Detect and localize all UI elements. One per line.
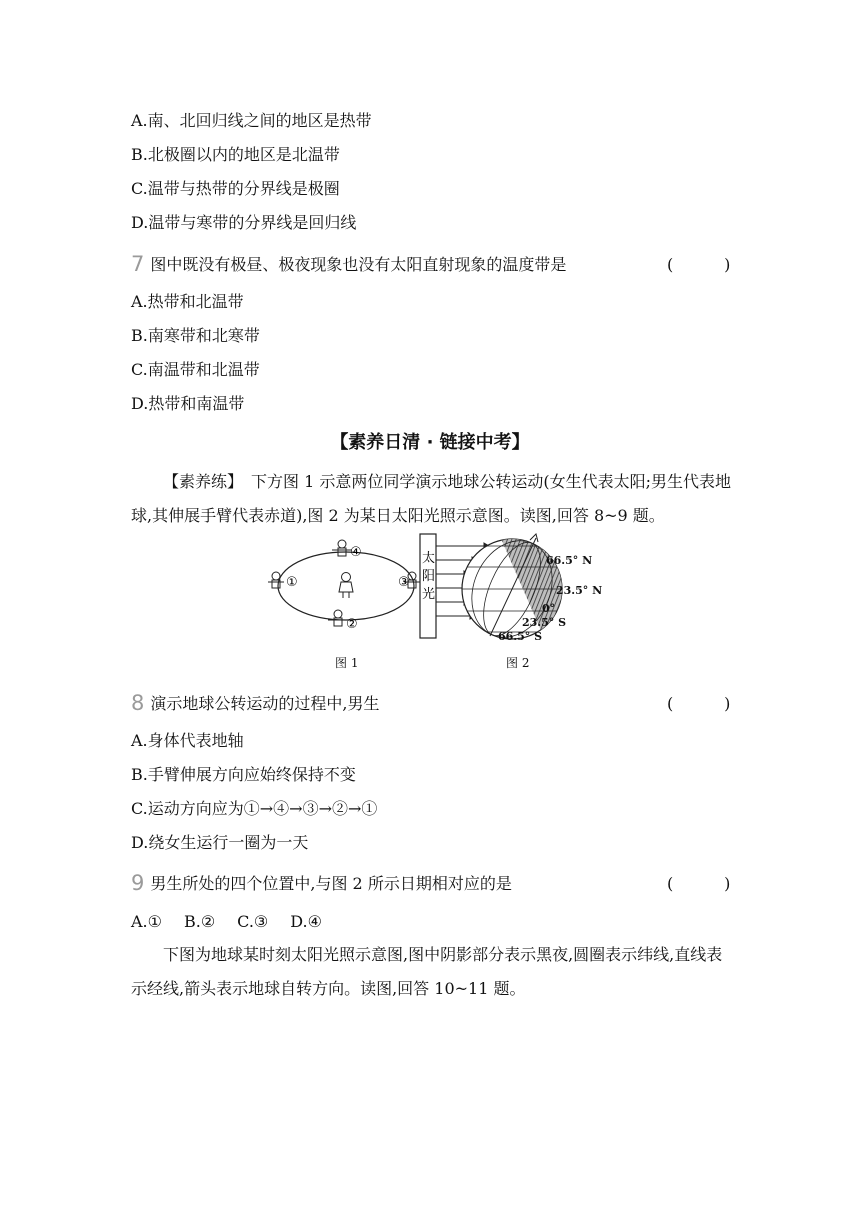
figure-2-caption: 图 2 [506,656,530,670]
q6-option-c: C.温带与热带的分界线是极圈 [131,179,340,198]
q9-answer-paren: ( ) [667,874,731,893]
q6-option-b: B.北极圈以内的地区是北温带 [131,145,340,164]
q9-options [131,912,344,932]
q8-option-a: A.身体代表地轴 [131,731,244,750]
q7-number: 7 [131,252,145,276]
girl-figure [339,573,353,599]
q7-answer-paren: ( ) [667,255,731,274]
sun-char-1: 太 [422,551,436,566]
q6-option-d: D.温带与寒带的分界线是回归线 [131,213,357,232]
fig1-label-3: ③ [398,575,410,590]
sunlight-box [420,534,436,638]
q9-option-b: B.② [183,912,216,931]
q7-option-a: A.热带和北温带 [131,292,244,311]
q9-number: 9 [131,871,145,895]
lat-label-23n: 23.5° N [556,584,603,597]
q9-stem-line [131,872,512,895]
boy-figure-4 [332,540,352,556]
intro-8-9: 【素养练】 下方图 1 示意两位同学演示地球公转运动(女生代表太阳;男生代表地球,其伸展手臂代表赤道),图 2 为某日太阳光照示意图。读图,回答 8~9 题。 [131,472,731,525]
q6-option-a: A.南、北回归线之间的地区是热带 [131,111,372,130]
q7-option-d: D.热带和南温带 [131,394,245,413]
q8-option-c: C.运动方向应为①→④→③→②→① [131,799,378,818]
q9-stem: 男生所处的四个位置中,与图 2 所示日期相对应的是 [150,874,512,893]
q8-stem-line [131,692,379,715]
q8-answer-paren: ( ) [667,694,731,713]
lat-label-eq: 0° [542,602,556,615]
lat-label-66n: 66.5° N [546,554,593,567]
intro-10-11: 下图为地球某时刻太阳光照示意图,图中阴影部分表示黑夜,圆圈表示纬线,直线表示经线,箭头表示地球自转方向。读图,回答 10~11 题。 [131,945,723,998]
q9-option-d: D.④ [290,912,322,931]
q9-option-a: A.① [131,912,162,931]
lat-label-23s: 23.5° S [522,616,567,629]
q9-option-c: C.③ [237,912,269,931]
sun-char-2: 阳 [422,569,436,584]
q8-stem: 演示地球公转运动的过程中,男生 [150,694,380,713]
fig1-label-1: ① [286,575,298,590]
figure-2-sunlight-diagram [418,532,618,644]
figure-1-revolution-diagram [266,536,426,644]
boy-figure-2 [328,610,348,626]
fig1-label-2: ② [346,617,358,632]
q8-option-b: B.手臂伸展方向应始终保持不变 [131,765,356,784]
q8-number: 8 [131,691,145,715]
q7-stem-line [131,253,566,276]
q7-option-c: C.南温带和北温带 [131,360,260,379]
q7-option-b: B.南寒带和北寒带 [131,326,260,345]
q8-option-d: D.绕女生运行一圈为一天 [131,833,309,852]
lat-label-66s: 66.5° S [498,630,543,643]
fig1-label-4: ④ [350,545,362,560]
sun-char-3: 光 [422,587,436,602]
q7-stem: 图中既没有极昼、极夜现象也没有太阳直射现象的温度带是 [150,255,567,274]
figure-1-caption: 图 1 [335,656,359,670]
section-heading: 【素养日清 · 链接中考】 [330,432,530,453]
